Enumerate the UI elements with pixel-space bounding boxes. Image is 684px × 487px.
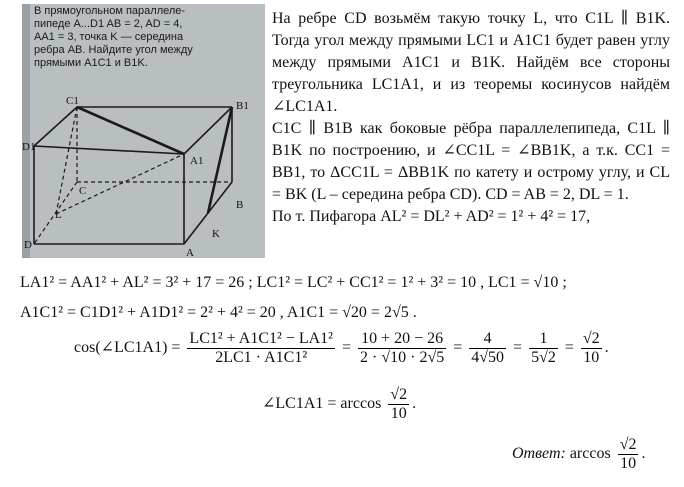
paragraph-2: C1C ∥ B1B как боковые рёбра параллелепипеда, C1L ∥ B1K по построению, и ∠CC1L = ∠BB1K, а т.к. CC1 = BB1, то ΔCC1L = ΔBB1K по катету и острому углу, и CL = BK (L – середина ребра CD). CD = AB = 2, DL = 1. [272,120,670,203]
cos-num-3: 4 [469,330,506,349]
cos-frac-5 [581,330,602,367]
label-b: B [236,199,244,211]
label-l: L [55,209,62,221]
cosine-formula: cos(∠LC1A1) = $\frac{\text{LC1² + A1C1² − LA1²}}{\text{2LC1 · A1C1²}}$ = $\frac{10 + 20 - 26}{2 \cdot √10 \cdot 2√5}$ = $\frac{4}{4√50}$ = $\frac{1}{5√2}$ = $\frac{√2}{10}$ . [74,330,609,366]
problem-line-5: прямыми A1C1 и B1K. [34,57,148,69]
answer-den: 10 [620,455,637,472]
problem-line-1: В прямоугольном параллеле- [34,5,186,17]
figure-photo [22,4,265,258]
label-k: K [212,228,220,240]
angle-frac [388,386,409,423]
problem-line-3: AA1 = 3, точка K — середина [34,31,184,43]
answer-frac [618,436,639,473]
cos-den-5: 10 [583,349,600,366]
cos-left: cos(∠LC1A1) = [74,339,181,357]
cos-frac-4 [529,330,558,367]
cos-frac-1 [187,330,335,367]
paragraph-1: На ребре CD возьмём такую точку L, что C1L ∥ B1K. Тогда угол между прямыми LC1 и A1C1 будет равен углу между прямыми A1C1 и B1K. Найдём все стороны треугольника LC1A1, и из теоремы косинусов найдём ∠LC1A1. [272,10,670,115]
cos-num-4: 1 [529,330,558,349]
problem-line-4: ребра AB. Найдите угол между [34,44,193,56]
angle-formula: ∠LC1A1 = arccos $\frac{√2}{10}$ . [262,386,417,422]
cos-num-2: 10 + 20 − 26 [358,330,446,349]
cos-den-2: 2 · √10 · 2√5 [360,349,445,366]
cos-den-4: 5√2 [531,349,556,366]
cos-num-5: √2 [582,330,600,347]
label-c1: C1 [66,95,79,107]
label-d: D [24,239,32,251]
equation-la1: LA1² = AA1² + AL² = 3² + 17 = 26 ; LC1² = LC² + CC1² = 1² + 3² = 10 , LC1 = √10 ; [20,274,567,291]
cos-frac-3 [469,330,506,367]
label-b1: B1 [236,100,249,112]
cos-num-1: LC1² + A1C1² − LA1² [189,330,333,347]
angle-left: ∠LC1A1 = arccos [262,395,382,413]
answer-num: √2 [619,436,637,453]
cos-den-3: 4√50 [471,349,505,366]
paragraph-3: По т. Пифагора AL² = DL² + AD² = 1² + 4² = 17, [272,208,591,225]
angle-num: √2 [390,386,408,403]
label-d1: D1 [22,141,36,153]
parallelepiped-diagram [22,4,265,258]
angle-den: 10 [390,405,407,422]
label-a1: A1 [190,155,204,167]
cos-frac-2 [358,330,446,367]
label-c: C [79,185,87,197]
answer-label: Ответ: [512,445,566,463]
solution-paragraph-1 [272,8,670,228]
cos-den-1: 2LC1 · A1C1² [215,349,308,366]
answer: Ответ: arccos $\frac{√2}{10}$ . [512,436,646,472]
label-a: A [186,247,194,258]
answer-word: arccos [569,445,611,463]
equation-a1c1: A1C1² = C1D1² + A1D1² = 2² + 4² = 20 , A1C1 = √20 = 2√5 . [20,304,417,321]
problem-line-2: пипеде A...D1 AB = 2, AD = 4, [34,18,183,30]
